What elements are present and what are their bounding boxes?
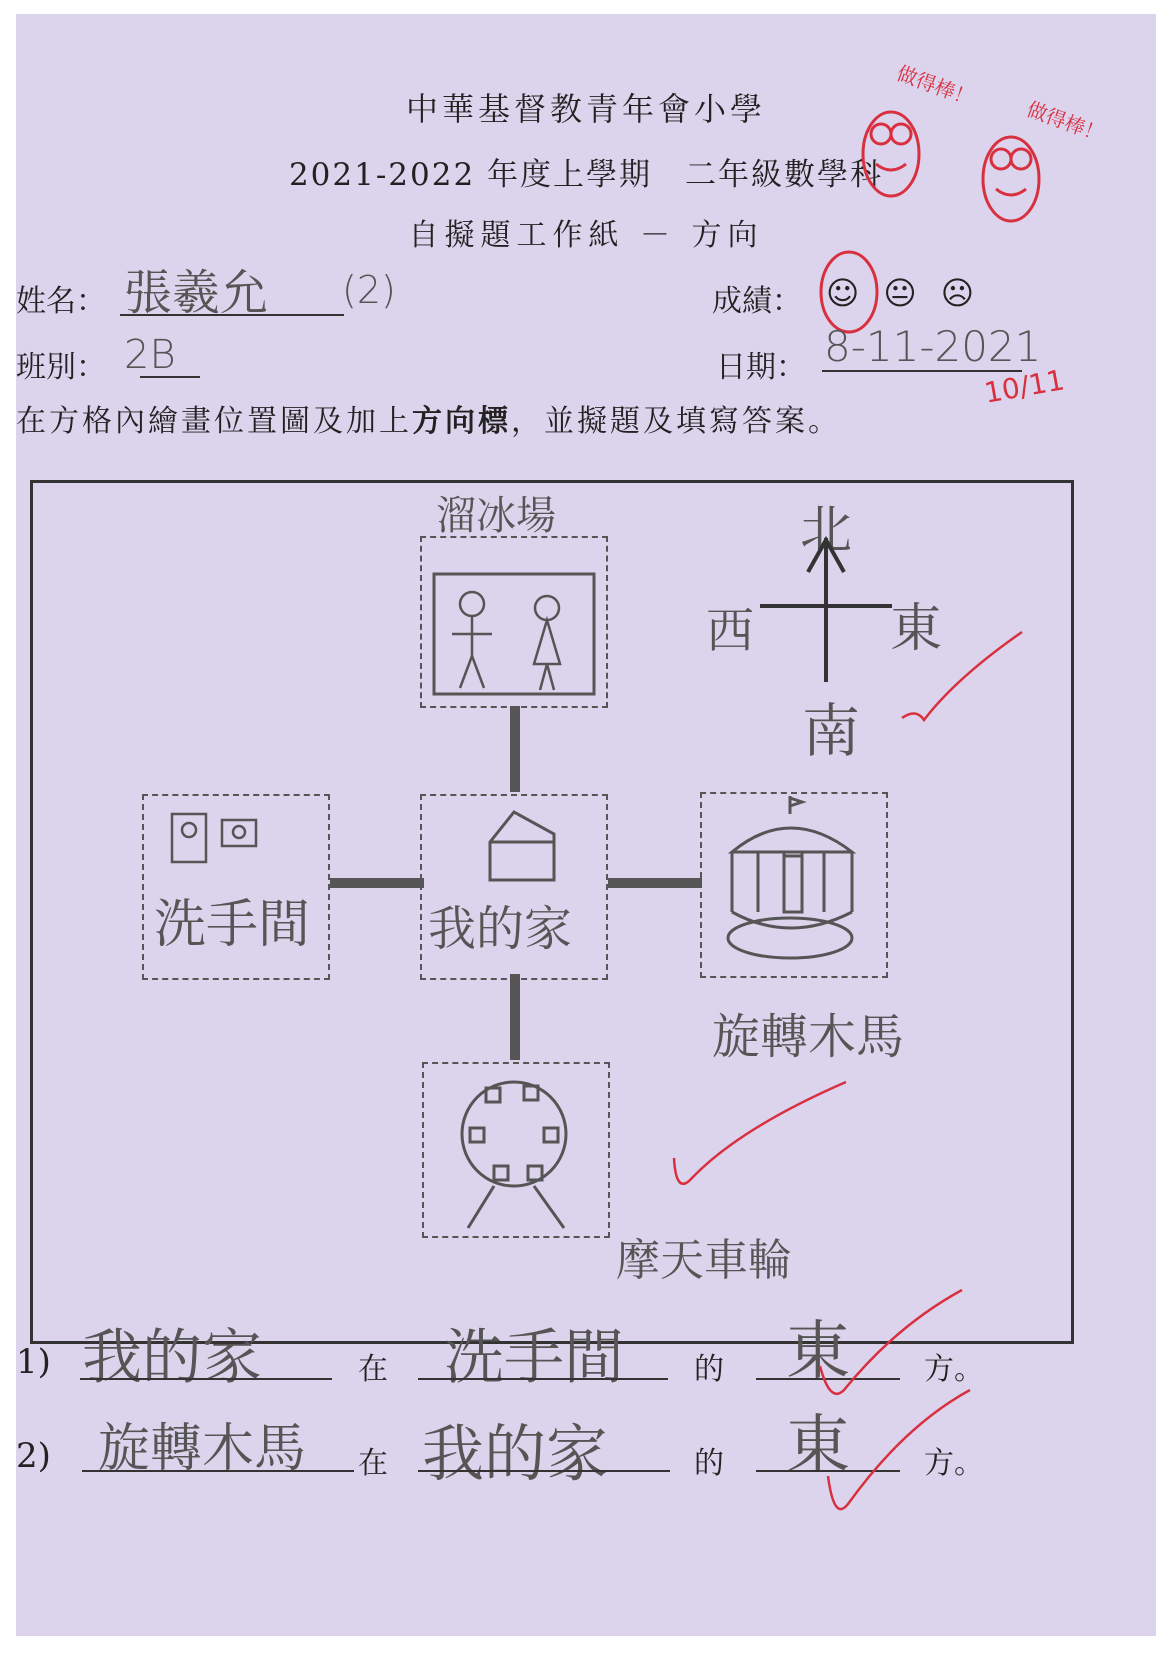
house-icon xyxy=(472,806,572,886)
instruction-bold: 方向標 xyxy=(412,404,511,439)
class-label: 班別： xyxy=(16,350,106,385)
question-2-a: 旋轉木馬 xyxy=(98,1419,307,1479)
question-2-a-line xyxy=(82,1470,354,1472)
school-name: 中華基督教青年會小學 xyxy=(405,90,766,128)
class-underline xyxy=(140,376,200,378)
check-mark-map xyxy=(670,1078,850,1198)
question-2-dir: 東 xyxy=(786,1409,850,1483)
question-2-side: 方。 xyxy=(924,1446,984,1481)
question-2-b-line xyxy=(418,1470,670,1472)
term-subject: 2021-2022 年度上學期 二年級數學科 xyxy=(288,157,884,193)
question-1-number: 1) xyxy=(16,1342,51,1382)
name-value: 張羲允 xyxy=(124,265,269,321)
carousel-box xyxy=(700,792,888,978)
top-label: 溜冰場 xyxy=(436,493,556,539)
question-1-b: 洗手間 xyxy=(444,1323,624,1393)
check-mark-q2 xyxy=(824,1386,974,1526)
bottom-label: 摩天車輪 xyxy=(616,1235,792,1286)
home-box xyxy=(420,794,608,980)
ferris-wheel-box xyxy=(422,1062,610,1238)
ice-rink-box xyxy=(420,536,608,708)
date-value: 8-11-2021 xyxy=(824,322,1042,371)
instruction-before: 在方格內繪畫位置圖及加上 xyxy=(16,404,412,439)
question-1-a: 我的家 xyxy=(82,1323,262,1393)
frown-face-icon[interactable]: ☹ xyxy=(940,274,999,312)
name-label: 姓名： xyxy=(16,284,106,319)
question-1-side: 方。 xyxy=(924,1352,984,1387)
instruction-after: ，並擬題及填寫答案。 xyxy=(511,404,841,439)
ferris-wheel-icon xyxy=(424,1064,608,1236)
question-1-of: 的 xyxy=(694,1352,724,1387)
compass-south: 南 xyxy=(802,697,861,765)
worksheet-title: 自擬題工作紙 － 方向 xyxy=(408,218,764,253)
compass-west: 西 xyxy=(706,603,755,659)
question-1-a-line xyxy=(80,1378,332,1380)
carousel-icon xyxy=(702,794,886,976)
class-value: 2B xyxy=(124,332,176,378)
toilet-sign-icon xyxy=(170,812,270,872)
stamp-text-2: 做得棒！ xyxy=(1023,96,1108,147)
compass-arrow-icon xyxy=(756,534,896,684)
neutral-face-icon[interactable]: 😐 xyxy=(883,274,941,312)
stamp-text: 做得棒！ xyxy=(893,60,978,111)
connector-top xyxy=(510,706,520,792)
connector-right xyxy=(608,878,702,888)
smile-face-icon[interactable]: ☺ xyxy=(826,274,884,312)
worksheet-paper xyxy=(16,14,1156,1636)
compass-north: 北 xyxy=(800,501,853,561)
teacher-date: 10/11 xyxy=(981,363,1067,410)
grade-label: 成績： xyxy=(712,284,802,319)
right-label: 旋轉木馬 xyxy=(712,1009,905,1065)
compass-east: 東 xyxy=(890,599,943,659)
connector-left xyxy=(330,878,424,888)
left-label: 洗手間 xyxy=(154,895,311,955)
name-underline xyxy=(120,314,344,316)
question-1-in: 在 xyxy=(358,1352,388,1387)
question-2-number: 2) xyxy=(16,1436,51,1476)
question-2-in: 在 xyxy=(358,1446,388,1481)
skaters-icon xyxy=(422,538,606,706)
instruction xyxy=(16,396,841,440)
center-label: 我的家 xyxy=(428,901,573,957)
washroom-box xyxy=(142,794,330,980)
question-2-of: 的 xyxy=(694,1446,724,1481)
question-2-b: 我的家 xyxy=(422,1417,609,1490)
connector-bottom xyxy=(510,974,520,1060)
date-underline xyxy=(822,370,1022,372)
class-number: (2) xyxy=(342,268,396,312)
check-mark-compass xyxy=(896,628,1026,728)
question-1-b-line xyxy=(418,1378,668,1380)
question-1-dir: 東 xyxy=(786,1315,850,1389)
date-label: 日期： xyxy=(716,350,806,385)
